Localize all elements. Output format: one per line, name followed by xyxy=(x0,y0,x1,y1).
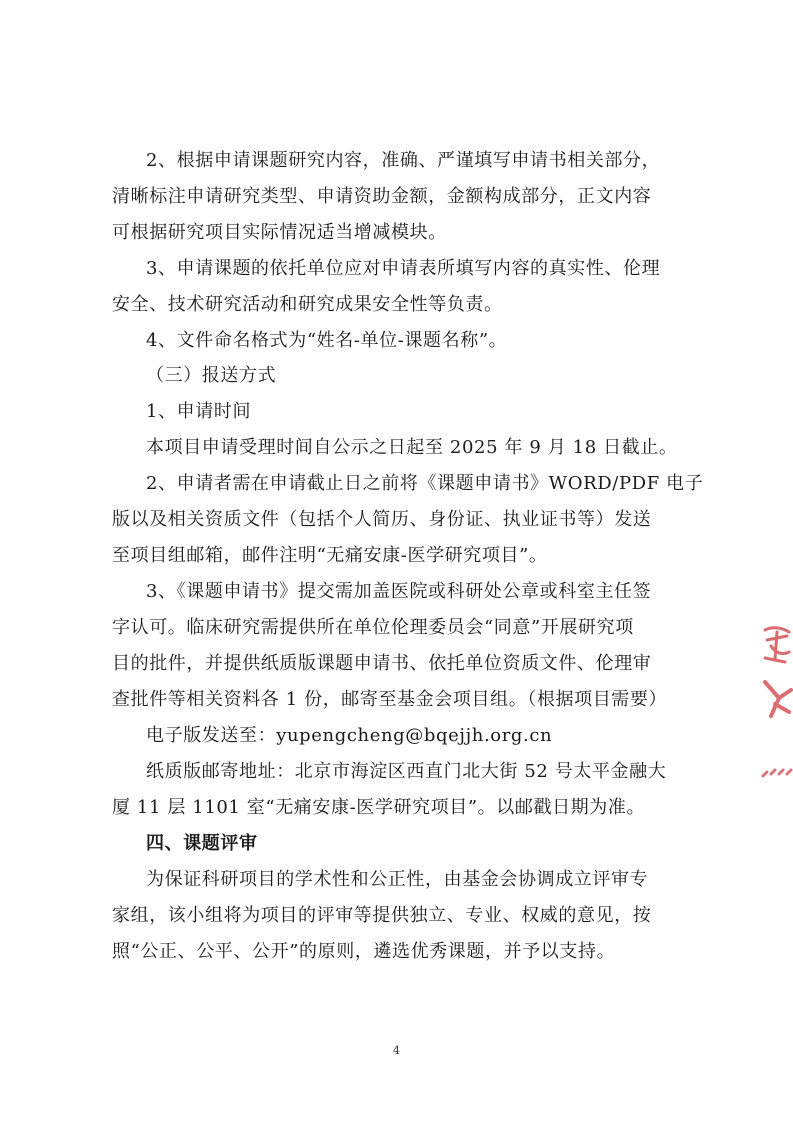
paragraph-line-12: 至项目组邮箱，邮件注明“无痛安康-医学研究项目”。 xyxy=(112,545,548,566)
seal-fragment-middle xyxy=(759,676,793,720)
paragraph-line-14: 字认可。临床研究需提供所在单位伦理委员会“同意”开展研究项 xyxy=(112,617,634,638)
page-number: 4 xyxy=(393,1044,400,1057)
email-line: 电子版发送至：yupengcheng@bqejjh.org.cn xyxy=(146,725,553,746)
paragraph-line-22: 家组，该小组将为项目的评审等提供独立、专业、权威的意见，按 xyxy=(112,905,652,926)
paragraph-line-1: 2、根据申请课题研究内容，准确、严谨填写申请书相关部分， xyxy=(146,150,661,171)
paragraph-line-3: 可根据研究项目实际情况适当增减模块。 xyxy=(112,222,447,243)
address-line-1: 纸质版邮寄地址：北京市海淀区西直门北大街 52 号太平金融大 xyxy=(146,761,667,782)
paragraph-line-9: 本项目申请受理时间自公示之日起至 2025 年 9 月 18 日截止。 xyxy=(146,437,678,458)
paragraph-line-23: 照“公正、公平、公开”的原则，遴选优秀课题，并予以支持。 xyxy=(112,941,616,962)
subheading-application-time: 1、申请时间 xyxy=(146,401,252,422)
paragraph-line-21: 为保证科研项目的学术性和公正性，由基金会协调成立评审专 xyxy=(146,869,649,890)
address-line-2: 厦 11 层 1101 室“无痛安康-医学研究项目”。以邮戳日期为准。 xyxy=(112,797,646,818)
seal-fragment-top xyxy=(759,622,793,668)
section-heading-review: 四、课题评审 xyxy=(146,833,258,854)
paragraph-line-2: 清晰标注申请研究类型、申请资助金额，金额构成部分，正文内容 xyxy=(112,186,652,207)
section-heading-submission: （三）报送方式 xyxy=(146,365,277,386)
paragraph-line-15: 目的批件，并提供纸质版课题申请书、依托单位资质文件、伦理审 xyxy=(112,653,652,674)
paragraph-line-11: 版以及相关资质文件（包括个人简历、身份证、执业证书等）发送 xyxy=(112,509,652,530)
seal-fragment-bottom xyxy=(759,760,793,784)
paragraph-line-6: 4、文件命名格式为“姓名-单位-课题名称”。 xyxy=(146,330,508,351)
paragraph-line-13: 3、《课题申请书》提交需加盖医院或科研处公章或科室主任签 xyxy=(146,581,652,602)
paragraph-line-10: 2、申请者需在申请截止日之前将《课题申请书》WORD/PDF 电子 xyxy=(146,473,704,494)
paragraph-line-16: 查批件等相关资料各 1 份，邮寄至基金会项目组。（根据项目需要） xyxy=(112,689,668,710)
paragraph-line-4: 3、申请课题的依托单位应对申请表所填写内容的真实性、伦理 xyxy=(146,258,661,279)
paragraph-line-5: 安全、技术研究活动和研究成果安全性等负责。 xyxy=(112,294,503,315)
